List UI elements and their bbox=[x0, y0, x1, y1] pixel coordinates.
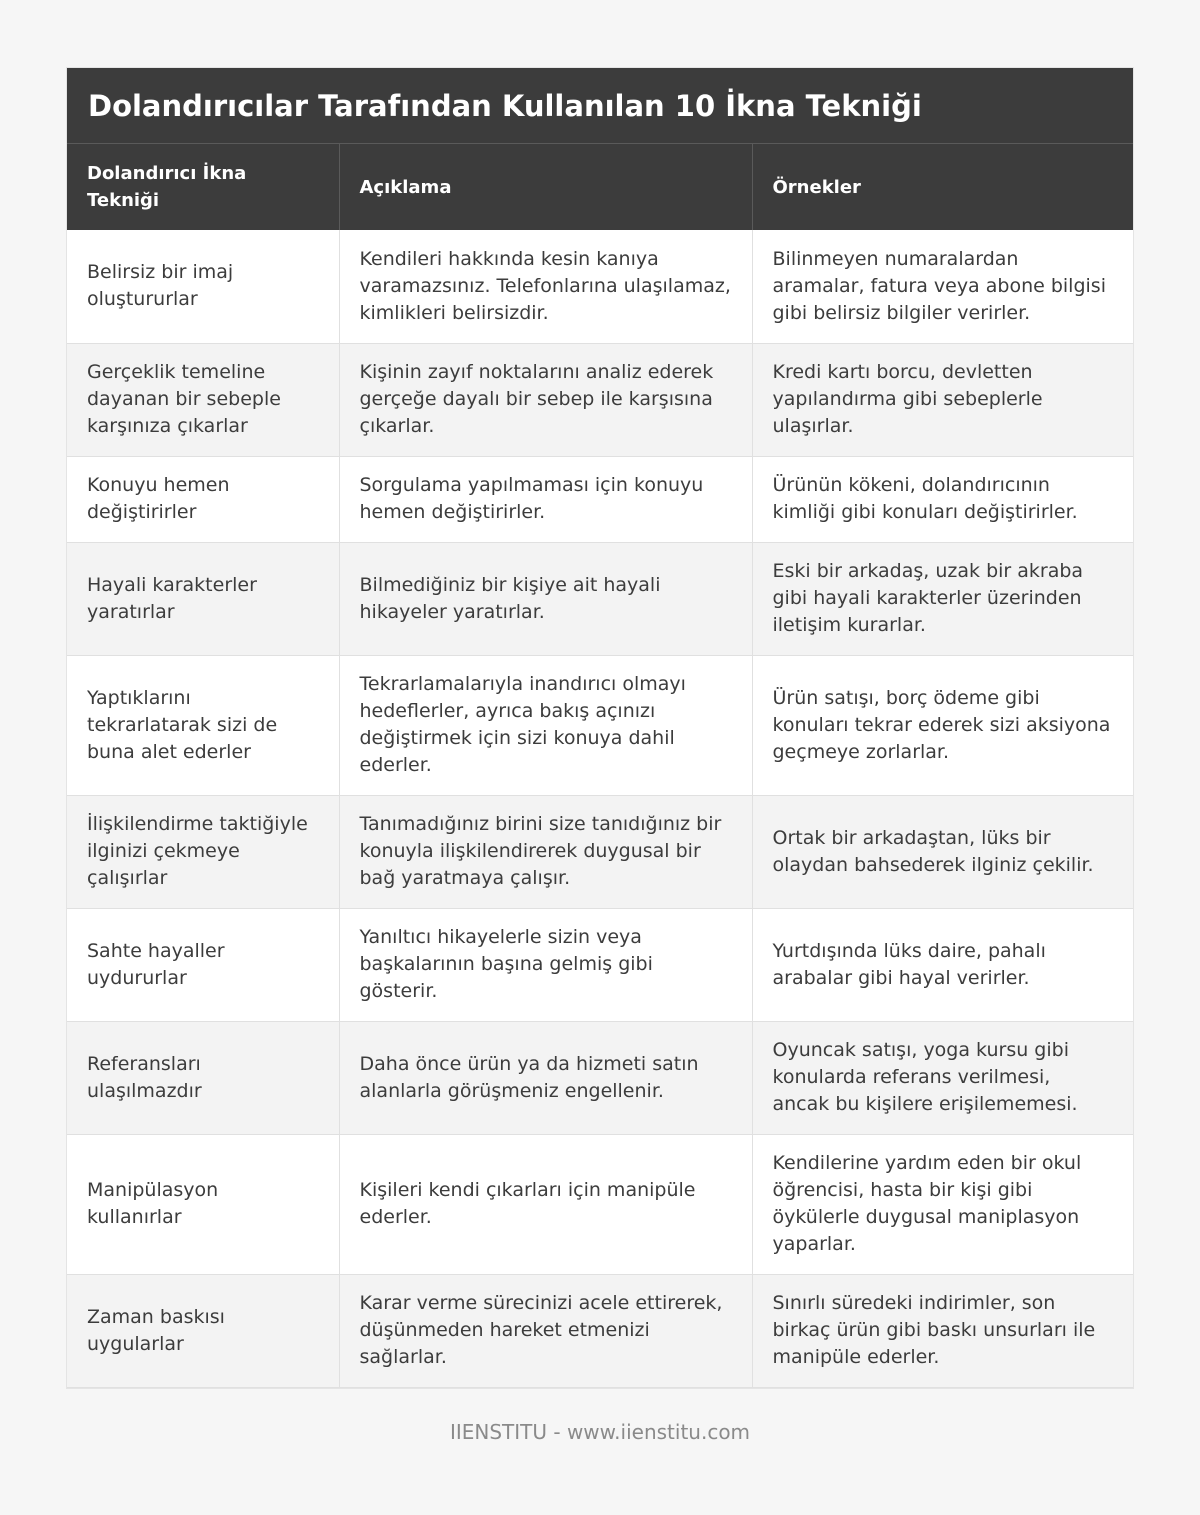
description-cell: Kişileri kendi çıkarları için manipüle ederler. bbox=[339, 1134, 752, 1274]
description-cell: Karar verme sürecinizi acele ettirerek, düşünmeden hareket etmenizi sağlarlar. bbox=[339, 1274, 752, 1387]
examples-cell: Ortak bir arkadaştan, lüks bir olaydan bahsederek ilginiz çekilir. bbox=[752, 795, 1133, 908]
table-row bbox=[67, 343, 1133, 456]
table-row bbox=[67, 908, 1133, 1021]
description-cell: Kişinin zayıf noktalarını analiz ederek gerçeğe dayalı bir sebep ile karşısına çıkarlar. bbox=[339, 343, 752, 456]
table-title: Dolandırıcılar Tarafından Kullanılan 10 İkna Tekniği bbox=[67, 68, 1133, 144]
table-row bbox=[67, 655, 1133, 795]
description-cell: Tekrarlamalarıyla inandırıcı olmayı hedeflerler, ayrıca bakış açınızı değiştirmek için sizi konuya dahil ederler. bbox=[339, 655, 752, 795]
column-header-technique: Dolandırıcı İkna Tekniği bbox=[67, 144, 339, 230]
technique-cell: Yaptıklarını tekrarlatarak sizi de buna alet ederler bbox=[67, 655, 339, 795]
footer-credit: IIENSTITU - www.iienstitu.com bbox=[449, 1420, 751, 1444]
technique-cell: Gerçeklik temeline dayanan bir sebeple karşınıza çıkarlar bbox=[67, 343, 339, 456]
technique-cell: Sahte hayaller uydururlar bbox=[67, 908, 339, 1021]
examples-cell: Ürün satışı, borç ödeme gibi konuları tekrar ederek sizi aksiyona geçmeye zorlarlar. bbox=[752, 655, 1133, 795]
table-row bbox=[67, 795, 1133, 908]
examples-cell: Yurtdışında lüks daire, pahalı arabalar gibi hayal verirler. bbox=[752, 908, 1133, 1021]
examples-cell: Sınırlı süredeki indirimler, son birkaç ürün gibi baskı unsurları ile manipüle ederler. bbox=[752, 1274, 1133, 1387]
technique-cell: Belirsiz bir imaj oluştururlar bbox=[67, 230, 339, 343]
examples-cell: Kredi kartı borcu, devletten yapılandırma gibi sebeplerle ulaşırlar. bbox=[752, 343, 1133, 456]
table-row bbox=[67, 1021, 1133, 1134]
description-cell: Daha önce ürün ya da hizmeti satın alanlarla görüşmeniz engellenir. bbox=[339, 1021, 752, 1134]
technique-cell: İlişkilendirme taktiğiyle ilginizi çekmeye çalışırlar bbox=[67, 795, 339, 908]
description-cell: Tanımadığınız birini size tanıdığınız bir konuyla ilişkilendirerek duygusal bir bağ yaratmaya çalışır. bbox=[339, 795, 752, 908]
technique-cell: Manipülasyon kullanırlar bbox=[67, 1134, 339, 1274]
examples-cell: Kendilerine yardım eden bir okul öğrencisi, hasta bir kişi gibi öykülerle duygusal maniplasyon yaparlar. bbox=[752, 1134, 1133, 1274]
table-row bbox=[67, 542, 1133, 655]
technique-cell: Zaman baskısı uygularlar bbox=[67, 1274, 339, 1387]
examples-cell: Oyuncak satışı, yoga kursu gibi konularda referans verilmesi, ancak bu kişilere erişilememesi. bbox=[752, 1021, 1133, 1134]
examples-cell: Eski bir arkadaş, uzak bir akraba gibi hayali karakterler üzerinden iletişim kurarlar. bbox=[752, 542, 1133, 655]
table-row bbox=[67, 1274, 1133, 1387]
table-card bbox=[67, 68, 1133, 1388]
technique-cell: Konuyu hemen değiştirirler bbox=[67, 456, 339, 542]
column-header-description: Açıklama bbox=[339, 144, 752, 230]
examples-cell: Ürünün kökeni, dolandırıcının kimliği gibi konuları değiştirirler. bbox=[752, 456, 1133, 542]
examples-cell: Bilinmeyen numaralardan aramalar, fatura veya abone bilgisi gibi belirsiz bilgiler verirler. bbox=[752, 230, 1133, 343]
technique-cell: Hayali karakterler yaratırlar bbox=[67, 542, 339, 655]
table-row bbox=[67, 456, 1133, 542]
description-cell: Bilmediğiniz bir kişiye ait hayali hikayeler yaratırlar. bbox=[339, 542, 752, 655]
description-cell: Yanıltıcı hikayelerle sizin veya başkalarının başına gelmiş gibi gösterir. bbox=[339, 908, 752, 1021]
table-row bbox=[67, 1134, 1133, 1274]
table-row bbox=[67, 230, 1133, 343]
header-row bbox=[67, 144, 1133, 230]
description-cell: Kendileri hakkında kesin kanıya varamazsınız. Telefonlarına ulaşılamaz, kimlikleri belirsizdir. bbox=[339, 230, 752, 343]
persuasion-table bbox=[67, 144, 1133, 1388]
column-header-examples: Örnekler bbox=[752, 144, 1133, 230]
description-cell: Sorgulama yapılmaması için konuyu hemen değiştirirler. bbox=[339, 456, 752, 542]
technique-cell: Referansları ulaşılmazdır bbox=[67, 1021, 339, 1134]
